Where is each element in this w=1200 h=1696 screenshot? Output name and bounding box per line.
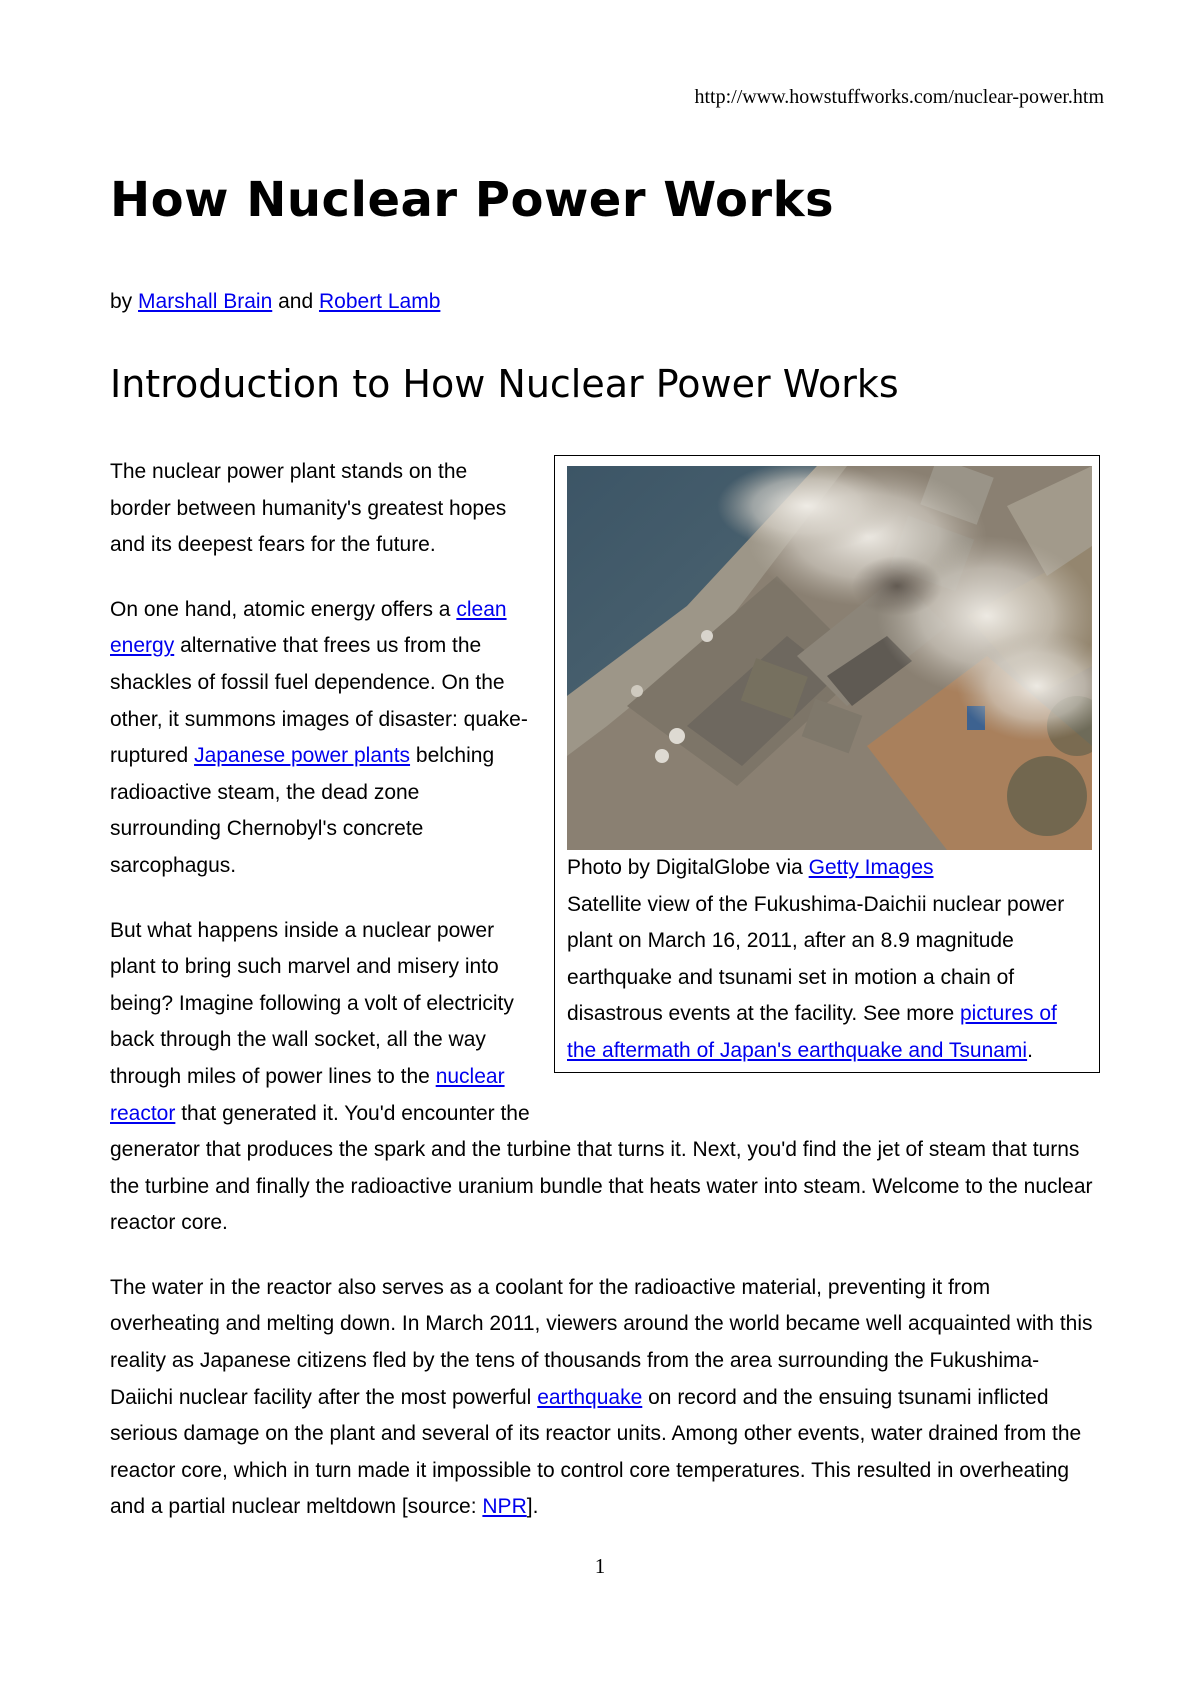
byline-conjunction: and: [278, 290, 314, 313]
section-heading: Introduction to How Nuclear Power Works: [110, 362, 899, 406]
getty-images-link[interactable]: Getty Images: [808, 856, 934, 879]
paragraph-text: The nuclear power plant stands on the border between humanity's greatest hopes and its deepest fears for the future.: [110, 460, 507, 557]
page-number: 1: [594, 1554, 606, 1578]
intro-paragraph-4: [110, 1270, 1100, 1526]
paragraph-text: On one hand, atomic energy offers a: [110, 597, 451, 621]
paragraph-text: that generated it. You'd encounter the generator that produces the spark and the turbine that turns it. Next, you'd find the jet of steam that turns the turbine and finally the radioactive uranium bundle that heats water into steam. Welcome to the nuclear reactor core.: [110, 1101, 1093, 1235]
photo-caption-end: .: [1027, 1038, 1033, 1062]
pictures-aftermath-link[interactable]: pictures of the aftermath of Japan's earthquake and Tsunami: [567, 1002, 1057, 1062]
page-header-url: http://www.howstuffworks.com/nuclear-power.htm: [694, 86, 1104, 108]
earthquake-link[interactable]: earthquake: [537, 1385, 643, 1409]
paragraph-text: The water in the reactor also serves as a coolant for the radioactive material, preventing it from overheating and melting down. In March 2011, viewers around the world became well acquainted with this reality as Japanese citizens fled by the tens of thousands from the area surrounding the Fukushima-Daiichi nuclear facility after the most powerful: [110, 1275, 1093, 1409]
photo-credit-text: Photo by DigitalGlobe via: [567, 856, 803, 879]
fukushima-satellite-photo: [567, 466, 1092, 850]
author-link-marshall-brain[interactable]: Marshall Brain: [138, 290, 273, 313]
article-body: [110, 454, 1100, 1554]
paragraph-text: belching radioactive steam, the dead zone surrounding Chernobyl's concrete sarcophagus.: [110, 744, 495, 877]
photo-credit: [567, 850, 1091, 887]
clean-energy-link[interactable]: clean energy: [110, 597, 507, 658]
paragraph-text: ].: [526, 1495, 539, 1519]
author-link-robert-lamb[interactable]: Robert Lamb: [318, 290, 441, 313]
npr-source-link[interactable]: NPR: [482, 1495, 527, 1519]
photo-figure: [554, 455, 1100, 1073]
japanese-power-plants-link[interactable]: Japanese power plants: [194, 744, 411, 768]
nuclear-reactor-link[interactable]: nuclear reactor: [110, 1064, 505, 1125]
paragraph-text: But what happens inside a nuclear power plant to bring such marvel and misery into being? Imagine following a volt of electricity back through the wall socket, all the way through miles of power lines to the: [110, 918, 514, 1088]
figure-caption: [567, 850, 1091, 1070]
paragraph-text: alternative that frees us from the shackles of fossil fuel dependence. On the other, it summons images of disaster: quake-ruptured: [110, 634, 528, 768]
paragraph-text: on record and the ensuing tsunami inflicted serious damage on the plant and several of its reactor units. Among other events, water drained from the reactor core, which in turn made it impossible to control core temperatures. This resulted in overheating and a partial nuclear meltdown [source:: [110, 1385, 1082, 1519]
byline-prefix: by: [110, 290, 133, 313]
byline: [110, 290, 440, 314]
article-title: How Nuclear Power Works: [110, 172, 835, 228]
photo-caption: [567, 887, 1091, 1070]
photo-caption-text: Satellite view of the Fukushima-Daichii nuclear power plant on March 16, 2011, after an 8.9 magnitude earthquake and tsunami set in motion a chain of disastrous events at the facility. See more: [567, 892, 1065, 1026]
